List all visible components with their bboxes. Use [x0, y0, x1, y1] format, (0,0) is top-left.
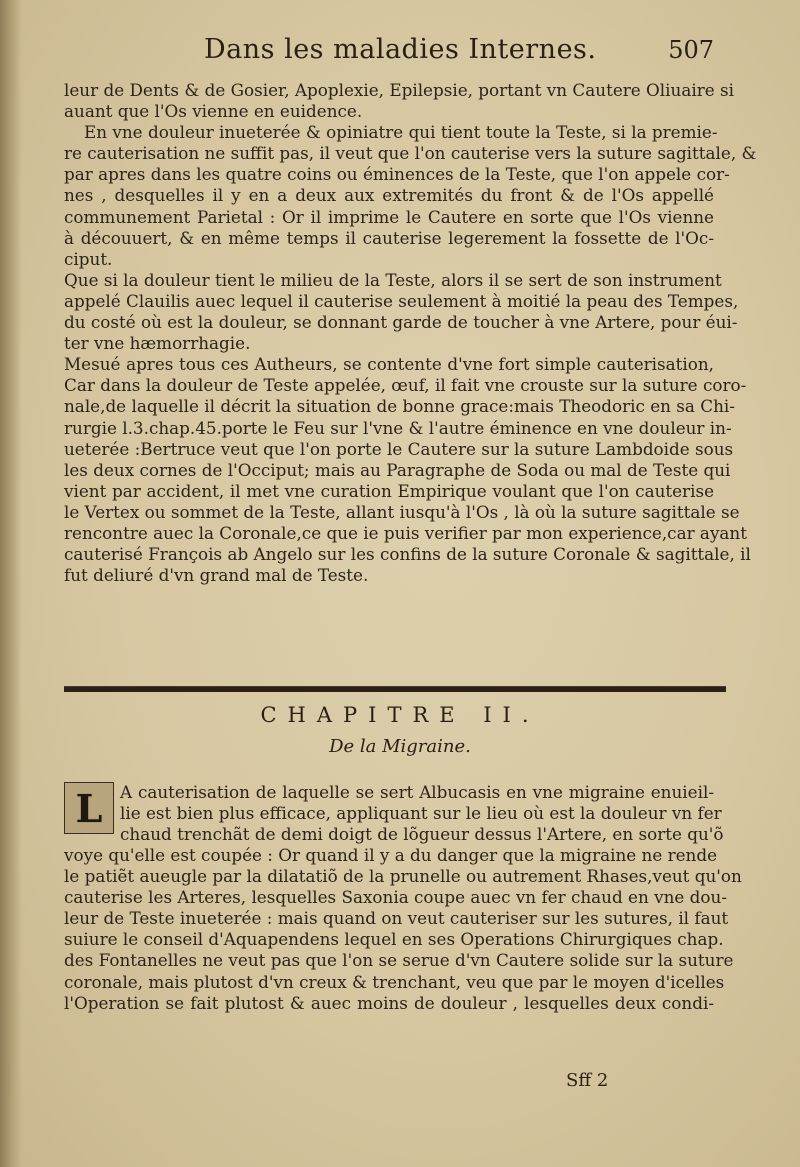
text-line: des Fontanelles ne veut pas que l'on se serue d'vn Cautere solide sur la suture — [64, 950, 734, 971]
chapter-text-initial-line3 — [120, 824, 724, 845]
text-line: le patiẽt aueugle par la dilatatiõ de la prunelle ou autrement Rhases,veut qu'on — [64, 866, 742, 887]
page-header — [64, 34, 714, 74]
text-line: re cauterisation ne suffit pas, il veut que l'on cauterise vers la suture sagittale, & — [64, 143, 757, 164]
chapter-text — [64, 845, 742, 1014]
text-line: coronale, mais plutost d'vn creux & trenchant, veu que par le moyen d'icelles — [64, 971, 725, 992]
text-line: fut deliuré d'vn grand mal de Teste. — [64, 565, 369, 586]
catchword-signature: Sff 2 — [566, 1070, 609, 1091]
text-line: suiure le conseil d'Aquapendens lequel en ses Operations Chirurgiques chap. — [64, 929, 724, 950]
text-line: chaud trenchãt de demi doigt de lõgueur dessus l'Artere, en sorte qu'õ — [120, 824, 724, 844]
decorated-initial — [64, 782, 114, 834]
chapter-heading: CHAPITRE II. — [260, 703, 540, 727]
text-line: A cauterisation de laquelle se sert Albucasis en vne migraine enuieil- — [120, 782, 714, 802]
text-line: cauterisé François ab Angelo sur les confins de la suture Coronale & sagittale, il — [64, 544, 751, 565]
text-line: rurgie l.3.chap.45.porte le Feu sur l'vne & l'autre éminence en vne douleur in- — [64, 417, 732, 438]
chapter-subtitle: De la Migraine. — [329, 736, 471, 757]
text-line: par apres dans les quatre coins ou éminences de la Teste, que l'on appele cor- — [64, 164, 730, 185]
text-line: nes , desquelles il y en a deux aux extremités du front & de l'Os appellé — [64, 185, 714, 206]
binding-shadow — [0, 0, 22, 1167]
text-line: appelé Clauilis auec lequel il cauterise seulement à moitié la peau des Tempes, — [64, 290, 739, 311]
chapter-divider-rule — [64, 686, 726, 692]
text-line: cauterise les Arteres, lesquelles Saxonia coupe auec vn fer chaud en vne dou- — [64, 887, 727, 908]
text-line: rencontre auec la Coronale,ce que ie puis verifier par mon experience,car ayant — [64, 522, 747, 543]
text-line: le Vertex ou sommet de la Teste, allant iusqu'à l'Os , là où la suture sagittale se — [64, 501, 740, 522]
text-line: lie est bien plus efficace, appliquant sur le lieu où est la douleur vn fer — [120, 803, 722, 824]
text-line: voye qu'elle est coupée : Or quand il y a du danger que la migraine ne rende — [64, 845, 718, 865]
text-line: les deux cornes de l'Occiput; mais au Paragraphe de Soda ou mal de Teste qui — [64, 459, 731, 480]
initial-letter: L — [75, 785, 103, 831]
text-line: l'Operation se fait plutost & auec moins de douleur , lesquelles deux condi- — [64, 992, 714, 1013]
text-line: leur de Dents & de Gosier, Apoplexie, Epilepsie, portant vn Cautere Oliuaire si — [64, 80, 734, 100]
text-line: En vne douleur inueterée & opiniatre qui tient toute la Teste, si la premie- — [84, 122, 718, 143]
chapter-text-initial-lines — [120, 782, 722, 824]
text-line: leur de Teste inueterée : mais quand on veut cauteriser sur les sutures, il faut — [64, 908, 729, 929]
page-number: 507 — [668, 36, 714, 64]
text-line: auant que l'Os vienne en euidence. — [64, 101, 363, 122]
text-line: nale,de laquelle il décrit la situation de bonne grace:mais Theodoric en sa Chi- — [64, 396, 735, 417]
running-title: Dans les maladies Internes. — [204, 34, 597, 65]
text-line: à découuert, & en même temps il cauterise legerement la fossette de l'Oc- — [64, 227, 714, 248]
main-text — [64, 80, 757, 586]
text-line: ter vne hæmorrhagie. — [64, 333, 251, 354]
text-line: communement Parietal : Or il imprime le Cautere en sorte que l'Os vienne — [64, 206, 714, 227]
text-line: Que si la douleur tient le milieu de la Teste, alors il se sert de son instrument — [64, 269, 722, 290]
text-line: ciput. — [64, 248, 113, 269]
text-line: ueterée :Bertruce veut que l'on porte le Cautere sur la suture Lambdoide sous — [64, 438, 734, 459]
text-line: vient par accident, il met vne curation Empirique voulant que l'on cauterise — [64, 480, 714, 501]
text-line: Car dans la douleur de Teste appelée, œuf, il fait vne crouste sur la suture coro- — [64, 375, 747, 396]
text-line: du costé où est la douleur, se donnant garde de toucher à vne Artere, pour éui- — [64, 312, 738, 333]
text-line: Mesué apres tous ces Autheurs, se contente d'vne fort simple cauterisation, — [64, 354, 714, 375]
